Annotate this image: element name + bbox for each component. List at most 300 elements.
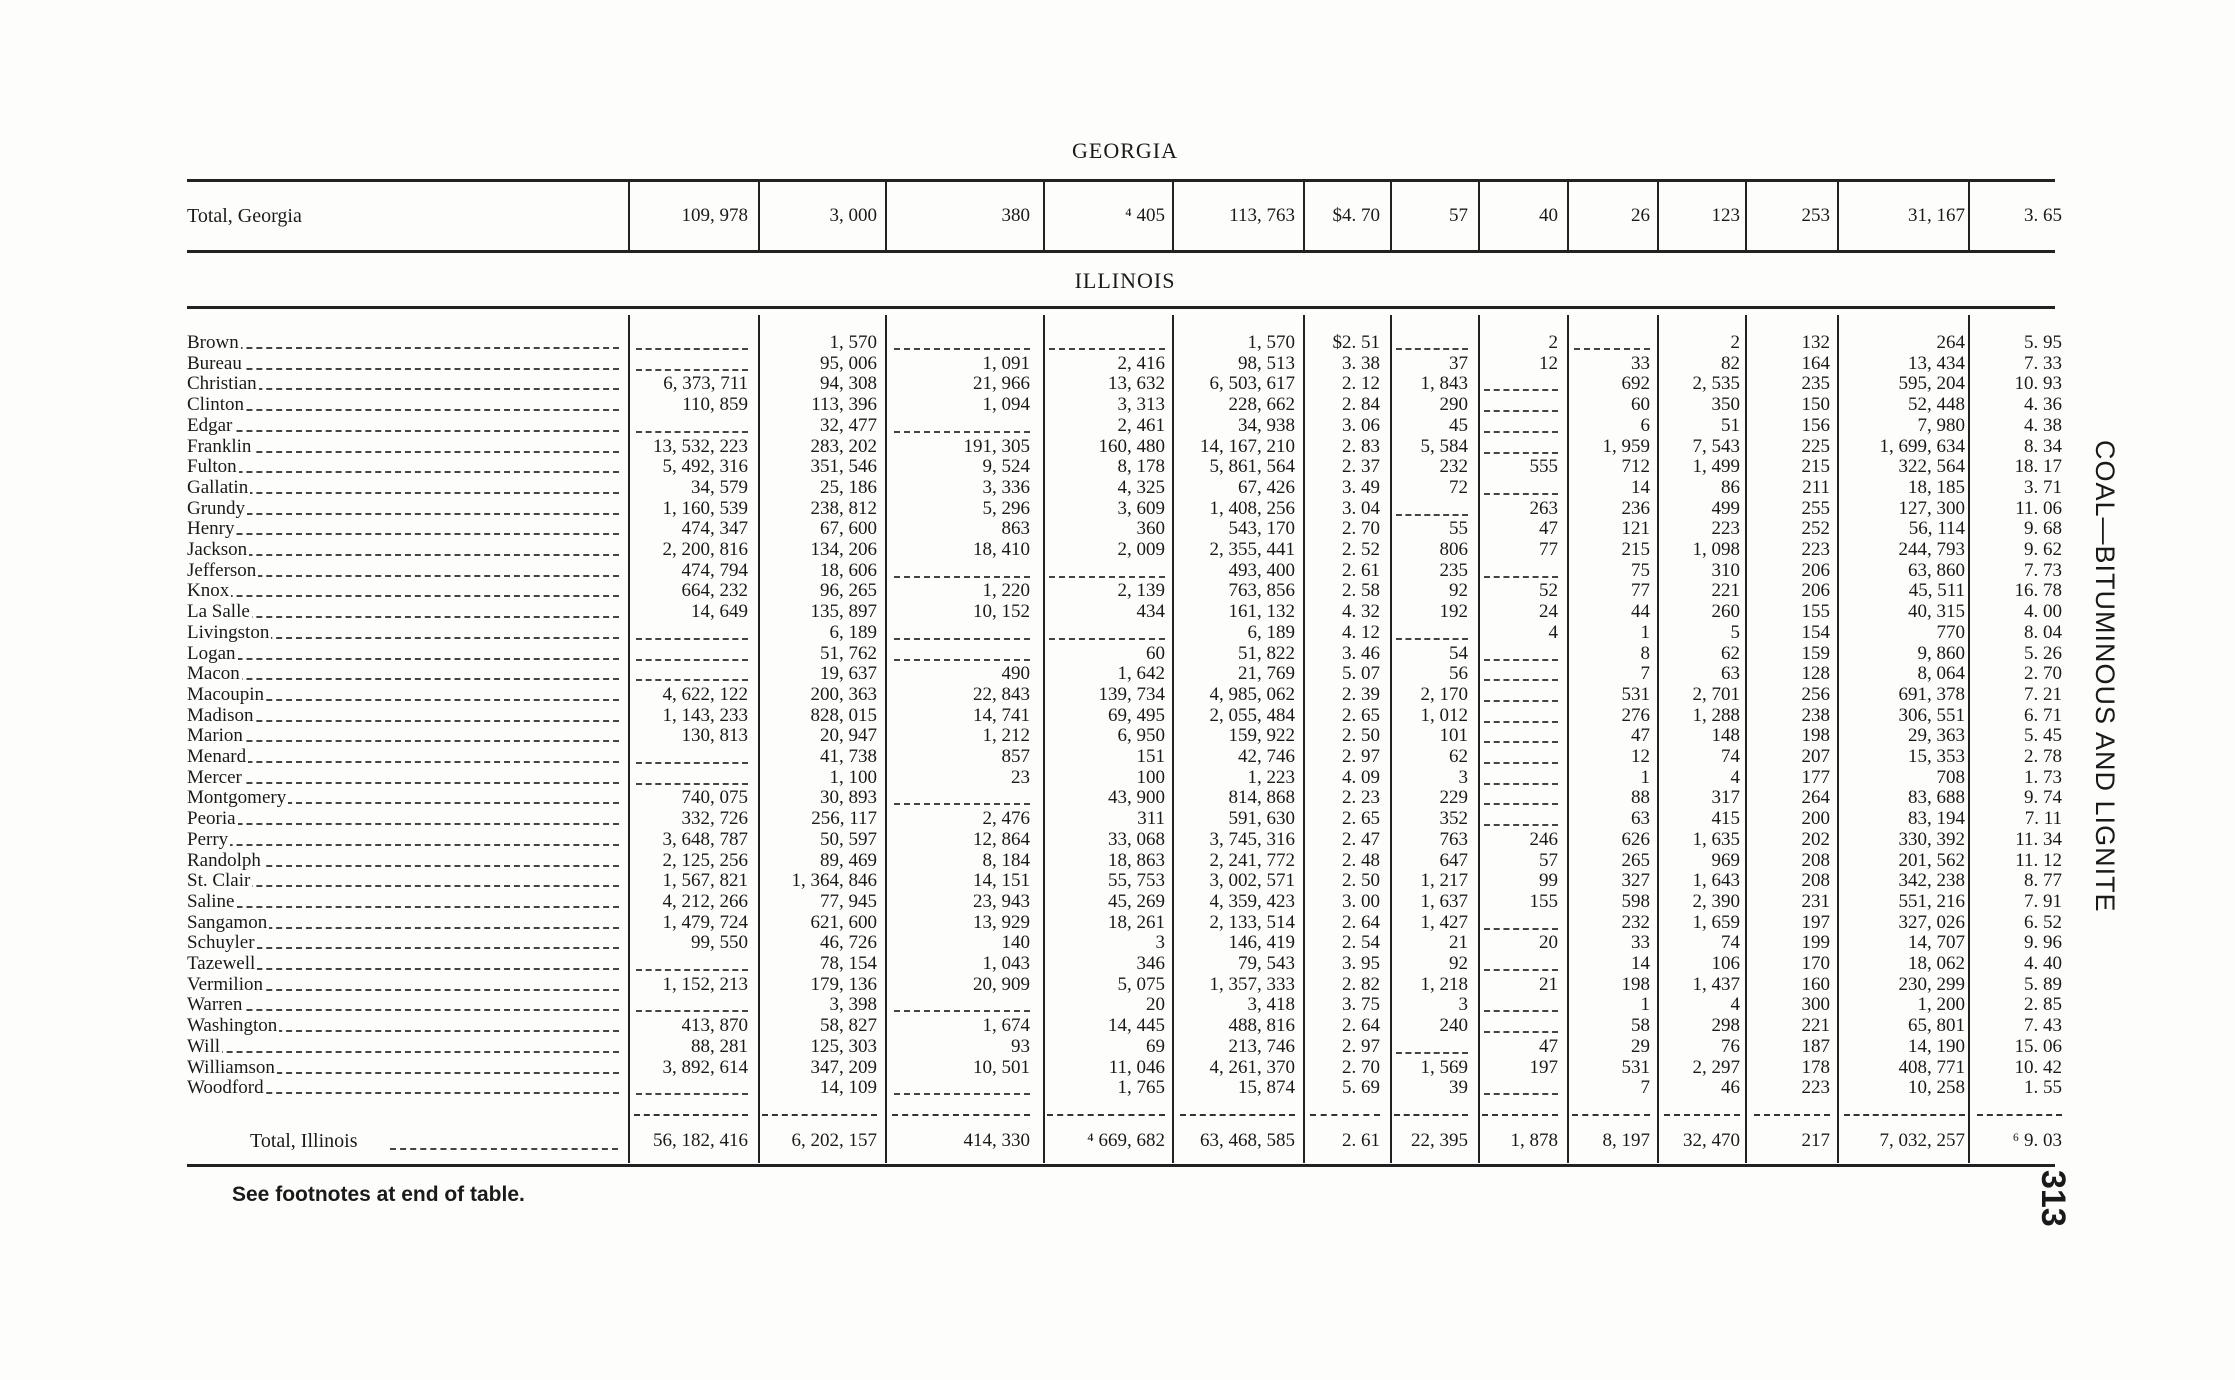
county-name bbox=[187, 415, 619, 437]
table-cell: 101 bbox=[1439, 725, 1468, 747]
empty-cell-dash bbox=[1484, 1093, 1558, 1095]
table-cell: 206 bbox=[1801, 580, 1830, 602]
county-name bbox=[187, 539, 619, 561]
table-cell: 12 bbox=[1539, 352, 1558, 374]
table-cell: 9. 62 bbox=[2024, 539, 2062, 560]
empty-cell-dash bbox=[636, 969, 748, 971]
table-cell: 7. 33 bbox=[2024, 352, 2062, 374]
georgia-heading: GEORGIA bbox=[1072, 138, 1178, 163]
table-cell: 2, 009 bbox=[1117, 539, 1165, 560]
total-value: 40 bbox=[1539, 205, 1558, 226]
table-cell: 8, 064 bbox=[1917, 663, 1965, 685]
county-label: Jackson bbox=[187, 539, 248, 560]
table-cell: 1, 364, 846 bbox=[791, 870, 877, 892]
table-cell: 246 bbox=[1529, 828, 1558, 850]
table-cell: 164 bbox=[1801, 352, 1830, 374]
table-cell: 1, 499 bbox=[1692, 456, 1740, 478]
table-cell: 3. 71 bbox=[2024, 476, 2062, 498]
table-cell: 229 bbox=[1439, 787, 1468, 809]
table-cell: 621, 600 bbox=[810, 911, 877, 933]
table-cell: 20 bbox=[1539, 932, 1558, 954]
county-label: Williamson bbox=[187, 1056, 275, 1078]
table-cell: 2. 97 bbox=[1342, 1035, 1380, 1057]
county-name bbox=[187, 767, 619, 789]
empty-cell-dash bbox=[636, 762, 748, 764]
table-cell: 77, 945 bbox=[820, 890, 877, 912]
table-cell: 1, 288 bbox=[1692, 704, 1740, 726]
county-name bbox=[187, 436, 619, 458]
table-cell: 2. 37 bbox=[1342, 456, 1380, 478]
table-cell: 232 bbox=[1621, 911, 1650, 933]
table-cell: 352 bbox=[1439, 808, 1468, 830]
column-divider bbox=[1968, 182, 1970, 250]
table-cell: 14, 707 bbox=[1908, 932, 1965, 954]
county-label: Franklin bbox=[187, 435, 252, 457]
rule-bottom-georgia bbox=[187, 250, 2055, 253]
table-cell: 225 bbox=[1801, 435, 1830, 457]
county-name bbox=[187, 850, 619, 872]
table-cell: 332, 726 bbox=[681, 808, 748, 830]
table-cell: 13, 929 bbox=[973, 911, 1030, 933]
table-cell: 3, 002, 571 bbox=[1209, 870, 1295, 892]
table-cell: 828, 015 bbox=[810, 704, 877, 726]
table-cell: 74 bbox=[1721, 746, 1740, 767]
table-cell: 92 bbox=[1449, 953, 1468, 974]
table-cell: 12 bbox=[1631, 746, 1650, 767]
table-cell: 11. 34 bbox=[2015, 828, 2062, 850]
county-name bbox=[187, 725, 619, 747]
county-label: Brown bbox=[187, 332, 239, 353]
table-cell: 350 bbox=[1711, 394, 1740, 416]
county-label: Fulton bbox=[187, 456, 237, 478]
footnote: See footnotes at end of table. bbox=[232, 1183, 525, 1206]
table-cell: 79, 543 bbox=[1238, 953, 1295, 974]
table-cell: 33 bbox=[1631, 932, 1650, 954]
table-cell: 21, 769 bbox=[1238, 663, 1295, 685]
table-cell: 127, 300 bbox=[1898, 497, 1965, 519]
table-cell: 2. 64 bbox=[1342, 1015, 1380, 1037]
county-label: Clinton bbox=[187, 394, 245, 416]
table-cell: 128 bbox=[1801, 663, 1830, 685]
table-cell: 2. 61 bbox=[1342, 559, 1380, 581]
table-cell: 86 bbox=[1721, 476, 1740, 498]
table-cell: 50, 597 bbox=[820, 828, 877, 850]
table-cell: 156 bbox=[1801, 414, 1830, 436]
table-cell: 15, 874 bbox=[1238, 1077, 1295, 1099]
total-separator bbox=[1310, 1114, 1380, 1116]
county-label: Bureau bbox=[187, 352, 242, 374]
table-cell: 6. 71 bbox=[2024, 704, 2062, 726]
table-cell: 7, 543 bbox=[1692, 435, 1740, 457]
table-cell: 1. 55 bbox=[2024, 1077, 2062, 1099]
empty-cell-dash bbox=[1484, 389, 1558, 391]
county-name bbox=[187, 622, 619, 644]
table-cell: 54 bbox=[1449, 642, 1468, 664]
empty-cell-dash bbox=[1574, 348, 1650, 350]
county-name bbox=[187, 580, 619, 602]
table-cell: 598 bbox=[1621, 890, 1650, 912]
table-cell: 139, 734 bbox=[1098, 683, 1165, 705]
table-cell: 130, 813 bbox=[681, 725, 748, 747]
table-cell: 187 bbox=[1801, 1035, 1830, 1057]
table-cell: 5. 07 bbox=[1342, 663, 1380, 685]
empty-cell-dash bbox=[1484, 762, 1558, 764]
county-name bbox=[187, 332, 619, 354]
table-cell: 207 bbox=[1801, 746, 1830, 767]
empty-cell-dash bbox=[1484, 1010, 1558, 1012]
table-cell: 10. 93 bbox=[2014, 373, 2062, 395]
table-cell: 88, 281 bbox=[691, 1035, 748, 1057]
county-name bbox=[187, 498, 619, 520]
table-cell: 863 bbox=[1001, 518, 1030, 540]
table-cell: 14 bbox=[1631, 476, 1650, 498]
table-cell: 221 bbox=[1801, 1015, 1830, 1037]
table-cell: 23, 943 bbox=[973, 890, 1030, 912]
table-cell: 2. 70 bbox=[1342, 1056, 1380, 1078]
table-cell: 2. 47 bbox=[1342, 828, 1380, 850]
table-cell: 770 bbox=[1936, 621, 1965, 643]
table-cell: 14, 167, 210 bbox=[1200, 435, 1295, 457]
table-cell: 4, 261, 370 bbox=[1209, 1056, 1295, 1078]
county-name bbox=[187, 1036, 619, 1058]
table-cell: 4. 40 bbox=[2024, 953, 2062, 974]
table-cell: 1, 160, 539 bbox=[662, 497, 748, 519]
table-cell: 591, 630 bbox=[1228, 808, 1295, 830]
table-cell: 1 bbox=[1640, 621, 1650, 643]
total-value: 380 bbox=[1001, 205, 1030, 226]
table-cell: 60 bbox=[1631, 394, 1650, 416]
table-cell: 2. 70 bbox=[1342, 518, 1380, 540]
empty-cell-dash bbox=[1396, 638, 1468, 640]
table-cell: 1, 635 bbox=[1692, 828, 1740, 850]
table-cell: 98, 513 bbox=[1238, 352, 1295, 374]
county-name bbox=[187, 518, 619, 540]
table-cell: 208 bbox=[1801, 870, 1830, 892]
table-cell: 3 bbox=[1155, 932, 1165, 954]
table-cell: 2, 416 bbox=[1117, 352, 1165, 374]
table-cell: 67, 600 bbox=[820, 518, 877, 540]
empty-cell-dash bbox=[1049, 348, 1165, 350]
table-cell: 132 bbox=[1801, 332, 1830, 353]
table-cell: 4 bbox=[1548, 621, 1558, 643]
table-cell: 969 bbox=[1711, 849, 1740, 871]
table-cell: 311 bbox=[1137, 808, 1165, 830]
table-cell: 2, 297 bbox=[1692, 1056, 1740, 1078]
table-cell: 99, 550 bbox=[691, 932, 748, 954]
table-cell: 198 bbox=[1621, 973, 1650, 995]
table-cell: 256, 117 bbox=[811, 808, 877, 830]
table-cell: 6, 950 bbox=[1117, 725, 1165, 747]
table-cell: 140 bbox=[1001, 932, 1030, 954]
table-cell: 1, 642 bbox=[1117, 663, 1165, 685]
table-cell: 5, 861, 564 bbox=[1209, 456, 1295, 478]
table-cell: 67, 426 bbox=[1238, 476, 1295, 498]
county-label: Montgomery bbox=[187, 787, 287, 809]
total-value: $4. 70 bbox=[1332, 205, 1380, 226]
county-label: Logan bbox=[187, 642, 236, 664]
table-cell: 33, 068 bbox=[1108, 828, 1165, 850]
empty-cell-dash bbox=[1484, 452, 1558, 454]
empty-cell-dash bbox=[636, 783, 748, 785]
table-cell: 531 bbox=[1621, 683, 1650, 705]
table-cell: 806 bbox=[1439, 539, 1468, 560]
table-cell: 265 bbox=[1621, 849, 1650, 871]
table-cell: 1, 098 bbox=[1692, 539, 1740, 560]
table-cell: 42, 746 bbox=[1238, 746, 1295, 767]
table-cell: 664, 232 bbox=[681, 580, 748, 602]
page-number: 313 bbox=[2034, 1170, 2072, 1227]
table-cell: 10, 152 bbox=[973, 601, 1030, 623]
table-cell: 232 bbox=[1439, 456, 1468, 478]
table-cell: 150 bbox=[1801, 394, 1830, 416]
table-cell: 4. 12 bbox=[1342, 621, 1380, 643]
total-separator bbox=[1180, 1114, 1295, 1116]
table-cell: 63 bbox=[1631, 808, 1650, 830]
total-value: ⁶ 9. 03 bbox=[2012, 1129, 2062, 1151]
total-separator bbox=[1572, 1114, 1650, 1116]
table-cell: 647 bbox=[1439, 849, 1468, 871]
county-label: Sangamon bbox=[187, 911, 268, 933]
table-cell: 72 bbox=[1449, 476, 1468, 498]
table-cell: 2, 390 bbox=[1692, 890, 1740, 912]
table-cell: 29, 363 bbox=[1908, 725, 1965, 747]
table-cell: 69 bbox=[1146, 1035, 1165, 1057]
table-cell: 474, 794 bbox=[681, 559, 748, 581]
table-cell: 18, 606 bbox=[820, 559, 877, 581]
column-divider bbox=[628, 182, 630, 250]
table-cell: 58, 827 bbox=[820, 1015, 877, 1037]
county-label: Madison bbox=[187, 704, 254, 726]
table-cell: 712 bbox=[1621, 456, 1650, 478]
table-cell: 252 bbox=[1801, 518, 1830, 540]
table-cell: 238, 812 bbox=[810, 497, 877, 519]
table-cell: 197 bbox=[1529, 1056, 1558, 1078]
table-cell: 1, 479, 724 bbox=[662, 911, 748, 933]
table-cell: 41, 738 bbox=[820, 746, 877, 767]
table-cell: 18, 062 bbox=[1908, 953, 1965, 974]
table-cell: 12, 864 bbox=[973, 828, 1030, 850]
column-divider bbox=[1837, 315, 1839, 1163]
rule-top-illinois bbox=[187, 306, 2055, 309]
empty-cell-dash bbox=[636, 679, 748, 681]
table-cell: 1, 100 bbox=[829, 766, 877, 788]
table-cell: 4, 359, 423 bbox=[1209, 890, 1295, 912]
table-cell: 474, 347 bbox=[681, 518, 748, 540]
table-cell: 5. 69 bbox=[1342, 1077, 1380, 1099]
table-cell: 18, 863 bbox=[1108, 849, 1165, 871]
table-cell: 1, 143, 233 bbox=[662, 704, 748, 726]
table-cell: 1, 674 bbox=[982, 1015, 1030, 1037]
table-cell: 342, 238 bbox=[1898, 870, 1965, 892]
table-cell: 215 bbox=[1621, 539, 1650, 560]
empty-cell-dash bbox=[636, 431, 748, 433]
table-cell: 240 bbox=[1439, 1015, 1468, 1037]
table-cell: 1, 569 bbox=[1420, 1056, 1468, 1078]
table-cell: 15. 06 bbox=[2014, 1035, 2062, 1057]
county-label: Will bbox=[187, 1035, 221, 1057]
table-cell: 3, 398 bbox=[829, 994, 877, 1016]
county-name bbox=[187, 705, 619, 727]
table-cell: 94, 308 bbox=[820, 373, 877, 395]
empty-cell-dash bbox=[1484, 803, 1558, 805]
empty-cell-dash bbox=[636, 1010, 748, 1012]
table-cell: 4 bbox=[1730, 994, 1740, 1016]
empty-cell-dash bbox=[1396, 348, 1468, 350]
table-cell: 4. 32 bbox=[1342, 601, 1380, 623]
table-cell: 78, 154 bbox=[820, 953, 877, 974]
table-cell: 360 bbox=[1136, 518, 1165, 540]
column-divider bbox=[1172, 315, 1174, 1163]
table-cell: 46, 726 bbox=[820, 932, 877, 954]
table-cell: 76 bbox=[1721, 1035, 1740, 1057]
county-name bbox=[187, 477, 619, 499]
table-cell: 413, 870 bbox=[681, 1015, 748, 1037]
table-cell: 34, 579 bbox=[691, 476, 748, 498]
table-cell: 2. 65 bbox=[1342, 704, 1380, 726]
total-value: 7, 032, 257 bbox=[1879, 1129, 1965, 1151]
total-value: 6, 202, 157 bbox=[791, 1129, 877, 1151]
total-value: 8, 197 bbox=[1602, 1129, 1650, 1151]
table-cell: 5, 075 bbox=[1117, 973, 1165, 995]
total-value: 57 bbox=[1449, 205, 1468, 226]
table-cell: 351, 546 bbox=[810, 456, 877, 478]
table-cell: 21 bbox=[1539, 973, 1558, 995]
table-cell: 170 bbox=[1801, 953, 1830, 974]
table-cell: 2. 48 bbox=[1342, 849, 1380, 871]
table-cell: 244, 793 bbox=[1898, 539, 1965, 560]
table-cell: 146, 419 bbox=[1228, 932, 1295, 954]
county-label: Edgar bbox=[187, 414, 233, 436]
table-cell: 7 bbox=[1640, 663, 1650, 685]
table-cell: 7, 980 bbox=[1917, 414, 1965, 436]
table-cell: 30, 893 bbox=[820, 787, 877, 809]
empty-cell-dash bbox=[1484, 824, 1558, 826]
table-cell: 34, 938 bbox=[1238, 414, 1295, 436]
county-label: Knox bbox=[187, 580, 230, 602]
table-cell: 1, 357, 333 bbox=[1209, 973, 1295, 995]
table-cell: 1, 043 bbox=[982, 953, 1030, 974]
table-cell: 5. 26 bbox=[2024, 642, 2062, 664]
table-cell: 264 bbox=[1801, 787, 1830, 809]
column-divider bbox=[1745, 182, 1747, 250]
table-cell: 110, 859 bbox=[682, 394, 748, 416]
table-cell: 6, 503, 617 bbox=[1209, 373, 1295, 395]
table-cell: 10, 501 bbox=[973, 1056, 1030, 1078]
column-divider bbox=[1745, 315, 1747, 1163]
table-cell: 3, 892, 614 bbox=[662, 1056, 748, 1078]
table-cell: 4 bbox=[1730, 766, 1740, 788]
table-cell: 3. 95 bbox=[1342, 953, 1380, 974]
column-divider bbox=[628, 315, 630, 1163]
table-cell: 148 bbox=[1711, 725, 1740, 747]
table-cell: 96, 265 bbox=[820, 580, 877, 602]
total-value: 31, 167 bbox=[1908, 205, 1965, 226]
table-cell: 2. 50 bbox=[1342, 725, 1380, 747]
table-cell: 106 bbox=[1711, 953, 1740, 974]
table-cell: 77 bbox=[1631, 580, 1650, 602]
table-cell: 6, 373, 711 bbox=[663, 373, 748, 395]
table-cell: 3. 49 bbox=[1342, 476, 1380, 498]
table-cell: 3. 04 bbox=[1342, 497, 1380, 519]
table-cell: 121 bbox=[1621, 518, 1650, 540]
table-cell: 2, 355, 441 bbox=[1209, 539, 1295, 560]
empty-cell-dash bbox=[894, 576, 1030, 578]
table-cell: 327, 026 bbox=[1898, 911, 1965, 933]
table-cell: 69, 495 bbox=[1108, 704, 1165, 726]
table-cell: 95, 006 bbox=[820, 352, 877, 374]
table-cell: 9. 68 bbox=[2024, 518, 2062, 540]
table-cell: 46 bbox=[1721, 1077, 1740, 1099]
county-name bbox=[187, 456, 619, 478]
total-separator bbox=[1482, 1114, 1558, 1116]
empty-cell-dash bbox=[1484, 679, 1558, 681]
county-name bbox=[187, 974, 619, 996]
county-label: Warren bbox=[187, 994, 243, 1016]
table-cell: 223 bbox=[1801, 539, 1830, 560]
table-cell: 2 bbox=[1548, 332, 1558, 353]
table-cell: 256 bbox=[1801, 683, 1830, 705]
table-cell: 134, 206 bbox=[810, 539, 877, 560]
empty-cell-dash bbox=[1049, 576, 1165, 578]
county-name bbox=[187, 1015, 619, 1037]
table-cell: 14 bbox=[1631, 953, 1650, 974]
table-cell: 2. 84 bbox=[1342, 394, 1380, 416]
table-cell: 1, 843 bbox=[1420, 373, 1468, 395]
total-value: 123 bbox=[1711, 205, 1740, 226]
rule-top-georgia bbox=[187, 179, 2055, 182]
county-label: Grundy bbox=[187, 497, 246, 519]
table-cell: 178 bbox=[1801, 1056, 1830, 1078]
total-value: 109, 978 bbox=[681, 205, 748, 226]
empty-cell-dash bbox=[894, 348, 1030, 350]
table-cell: 1 bbox=[1640, 994, 1650, 1016]
total-value: 22, 395 bbox=[1411, 1129, 1468, 1151]
table-cell: 211 bbox=[1802, 476, 1830, 498]
county-label: Henry bbox=[187, 518, 235, 540]
table-cell: 9. 96 bbox=[2024, 932, 2062, 954]
county-label: Livingston bbox=[187, 621, 270, 643]
table-cell: 13, 434 bbox=[1908, 352, 1965, 374]
table-cell: 1, 220 bbox=[982, 580, 1030, 602]
table-cell: 22, 843 bbox=[973, 683, 1030, 705]
table-cell: 235 bbox=[1439, 559, 1468, 581]
table-cell: 1, 012 bbox=[1420, 704, 1468, 726]
table-cell: 1, 659 bbox=[1692, 911, 1740, 933]
county-label: Mercer bbox=[187, 766, 242, 788]
table-cell: 235 bbox=[1801, 373, 1830, 395]
table-cell: 1 bbox=[1640, 766, 1650, 788]
empty-cell-dash bbox=[894, 431, 1030, 433]
table-cell: 223 bbox=[1801, 1077, 1830, 1099]
county-name bbox=[187, 394, 619, 416]
table-cell: 8. 34 bbox=[2024, 435, 2062, 457]
column-divider bbox=[1657, 315, 1659, 1163]
table-cell: 2, 125, 256 bbox=[662, 849, 748, 871]
table-cell: 18, 261 bbox=[1108, 911, 1165, 933]
table-cell: 260 bbox=[1711, 601, 1740, 623]
table-cell: 215 bbox=[1801, 456, 1830, 478]
table-cell: 89, 469 bbox=[820, 849, 877, 871]
county-label: Woodford bbox=[187, 1077, 264, 1099]
table-cell: 9. 74 bbox=[2024, 787, 2062, 809]
table-cell: 1, 959 bbox=[1602, 435, 1650, 457]
table-cell: 555 bbox=[1529, 456, 1558, 478]
table-cell: 3. 75 bbox=[1342, 994, 1380, 1016]
table-cell: 2, 535 bbox=[1692, 373, 1740, 395]
table-cell: 2. 50 bbox=[1342, 870, 1380, 892]
table-cell: 4, 622, 122 bbox=[662, 683, 748, 705]
table-cell: 531 bbox=[1621, 1056, 1650, 1078]
